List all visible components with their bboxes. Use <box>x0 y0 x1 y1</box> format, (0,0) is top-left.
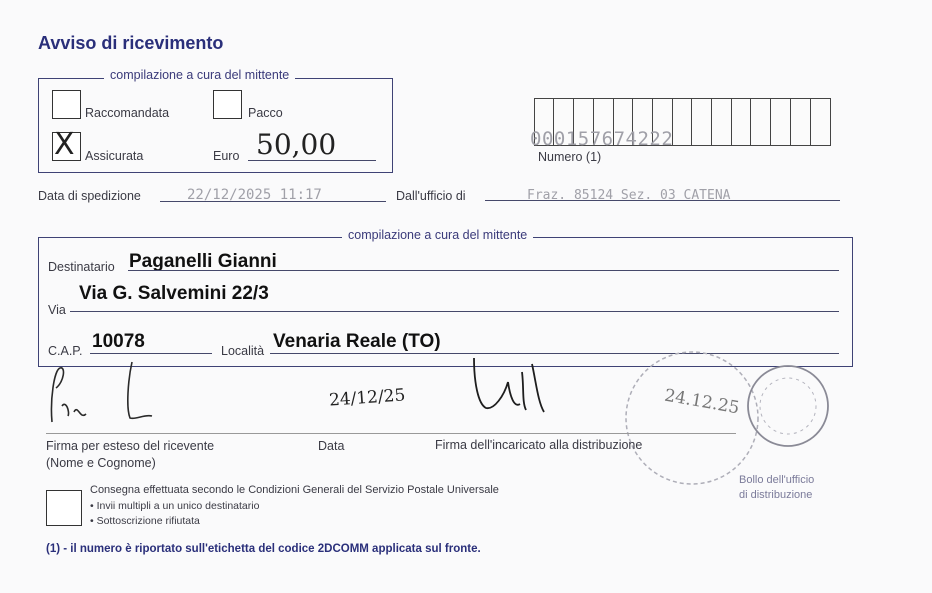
raccomandata-checkbox[interactable] <box>52 90 81 119</box>
via-label: Via <box>48 303 66 317</box>
numero-label: Numero (1) <box>538 150 602 164</box>
firma-ricevente-sub: (Nome e Cognome) <box>46 456 156 470</box>
firma-data-label: Data <box>318 439 345 453</box>
consegna-bullet-2-text: Sottoscrizione rifiutata <box>96 515 200 527</box>
firma-incaricato-label: Firma dell'incaricato alla distribuzione <box>435 438 643 452</box>
localita-value: Venaria Reale (TO) <box>273 331 441 352</box>
signature-baseline <box>46 433 736 434</box>
raccomandata-label: Raccomandata <box>85 106 170 120</box>
incaricato-signature <box>460 352 560 422</box>
consegna-bullet-1: • Invii multipli a un unico destinatario <box>90 500 260 512</box>
assicurata-checkbox[interactable] <box>52 127 81 162</box>
firma-ricevente-label: Firma per esteso del ricevente <box>46 439 215 453</box>
footnote: (1) - il numero è riportato sull'etichetta del codice 2DCOMM applicata sul fronte. <box>46 543 481 555</box>
page-title: Avviso di ricevimento <box>38 33 224 53</box>
ricevente-signature <box>40 360 160 430</box>
bollo-label-line2: di distribuzione <box>739 489 813 501</box>
euro-label: Euro <box>213 149 240 163</box>
data-spedizione-label: Data di spedizione <box>38 189 141 203</box>
consegna-bullet-1-text: Invii multipli a un unico destinatario <box>96 500 260 512</box>
pacco-checkbox[interactable] <box>213 90 242 119</box>
via-line <box>70 311 839 312</box>
assicurata-label: Assicurata <box>85 149 144 163</box>
numero-value: 000157674222 <box>530 128 674 150</box>
cap-label: C.A.P. <box>48 344 83 358</box>
sender-section-legend: compilazione a cura del mittente <box>104 68 295 82</box>
destinatario-line <box>128 270 839 271</box>
data-spedizione-value: 22/12/2025 11:17 <box>187 187 322 203</box>
euro-value[interactable]: 50,00 <box>256 128 337 161</box>
localita-label: Località <box>221 344 265 358</box>
recipient-section-legend: compilazione a cura del mittente <box>342 228 533 242</box>
via-value: Via G. Salvemini 22/3 <box>79 283 269 304</box>
pacco-label: Pacco <box>248 106 283 120</box>
destinatario-label: Destinatario <box>48 260 115 274</box>
consegna-checkbox[interactable] <box>46 490 82 526</box>
assicurata-check-mark: X <box>54 127 75 162</box>
ufficio-value: Fraz. 85124 Sez. 03 CATENA <box>527 188 731 203</box>
destinatario-value: Paganelli Gianni <box>129 251 277 272</box>
cap-value: 10078 <box>92 331 145 352</box>
postmark-date: 24.12.25 <box>662 385 741 419</box>
consegna-bullet-2: • Sottoscrizione rifiutata <box>90 515 200 527</box>
bollo-label-line1: Bollo dell'ufficio <box>739 474 815 486</box>
consegna-text: Consegna effettuata secondo le Condizioni Generali del Servizio Postale Universale <box>90 484 499 496</box>
cap-line <box>90 353 212 354</box>
ufficio-label: Dall'ufficio di <box>396 189 466 203</box>
data-consegna-handwritten: 24/12/25 <box>328 385 406 411</box>
